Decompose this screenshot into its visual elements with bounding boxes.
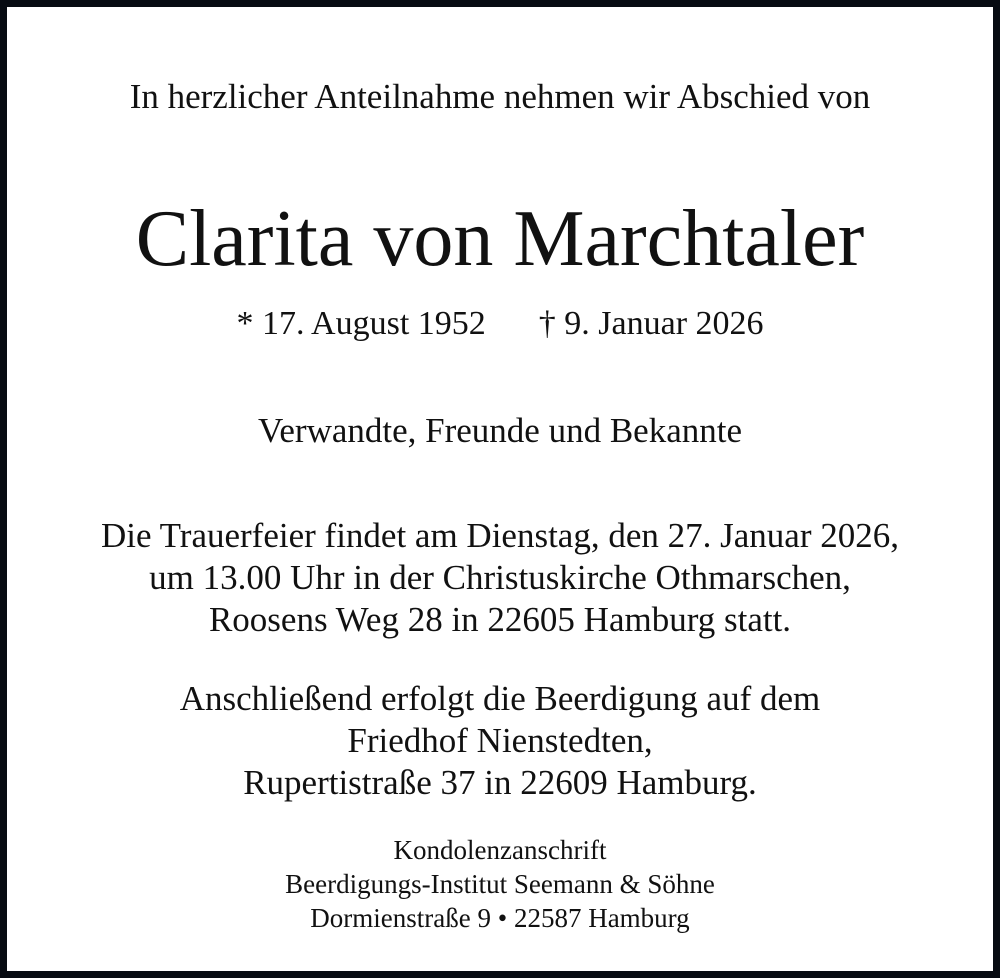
burial-line: Friedhof Nienstedten, [347,721,653,760]
condolence-institute: Beerdigungs-Institut Seemann & Söhne [285,869,715,899]
intro-text: In herzlicher Anteilnahme nehmen wir Abschied von [129,77,871,116]
birth-date: 17. August 1952 [261,305,486,342]
service-line: um 13.00 Uhr in der Christuskirche Othmarschen, [149,558,851,597]
deceased-name: Clarita von Marchtaler [135,195,865,283]
burial-line: Rupertistraße 37 in 22609 Hamburg. [243,763,757,802]
condolence-street: Dormienstraße 9 • 22587 Hamburg [310,903,690,933]
funeral-service-info [7,515,993,641]
birth-star-icon: * [236,305,254,342]
service-line: Die Trauerfeier findet am Dienstag, den 27. Januar 2026, [101,516,899,555]
condolence-address [7,833,993,935]
burial-line: Anschließend erfolgt die Beerdigung auf dem [179,679,821,718]
obituary-notice [7,7,993,971]
mourners-text: Verwandte, Freunde und Bekannte [257,411,743,450]
life-dates [7,305,993,343]
condolence-heading: Kondolenzanschrift [393,835,607,865]
death-cross-icon: † [538,305,556,342]
death-date: 9. Januar 2026 [564,305,764,342]
burial-info [7,678,993,804]
service-line: Roosens Weg 28 in 22605 Hamburg statt. [208,600,792,639]
